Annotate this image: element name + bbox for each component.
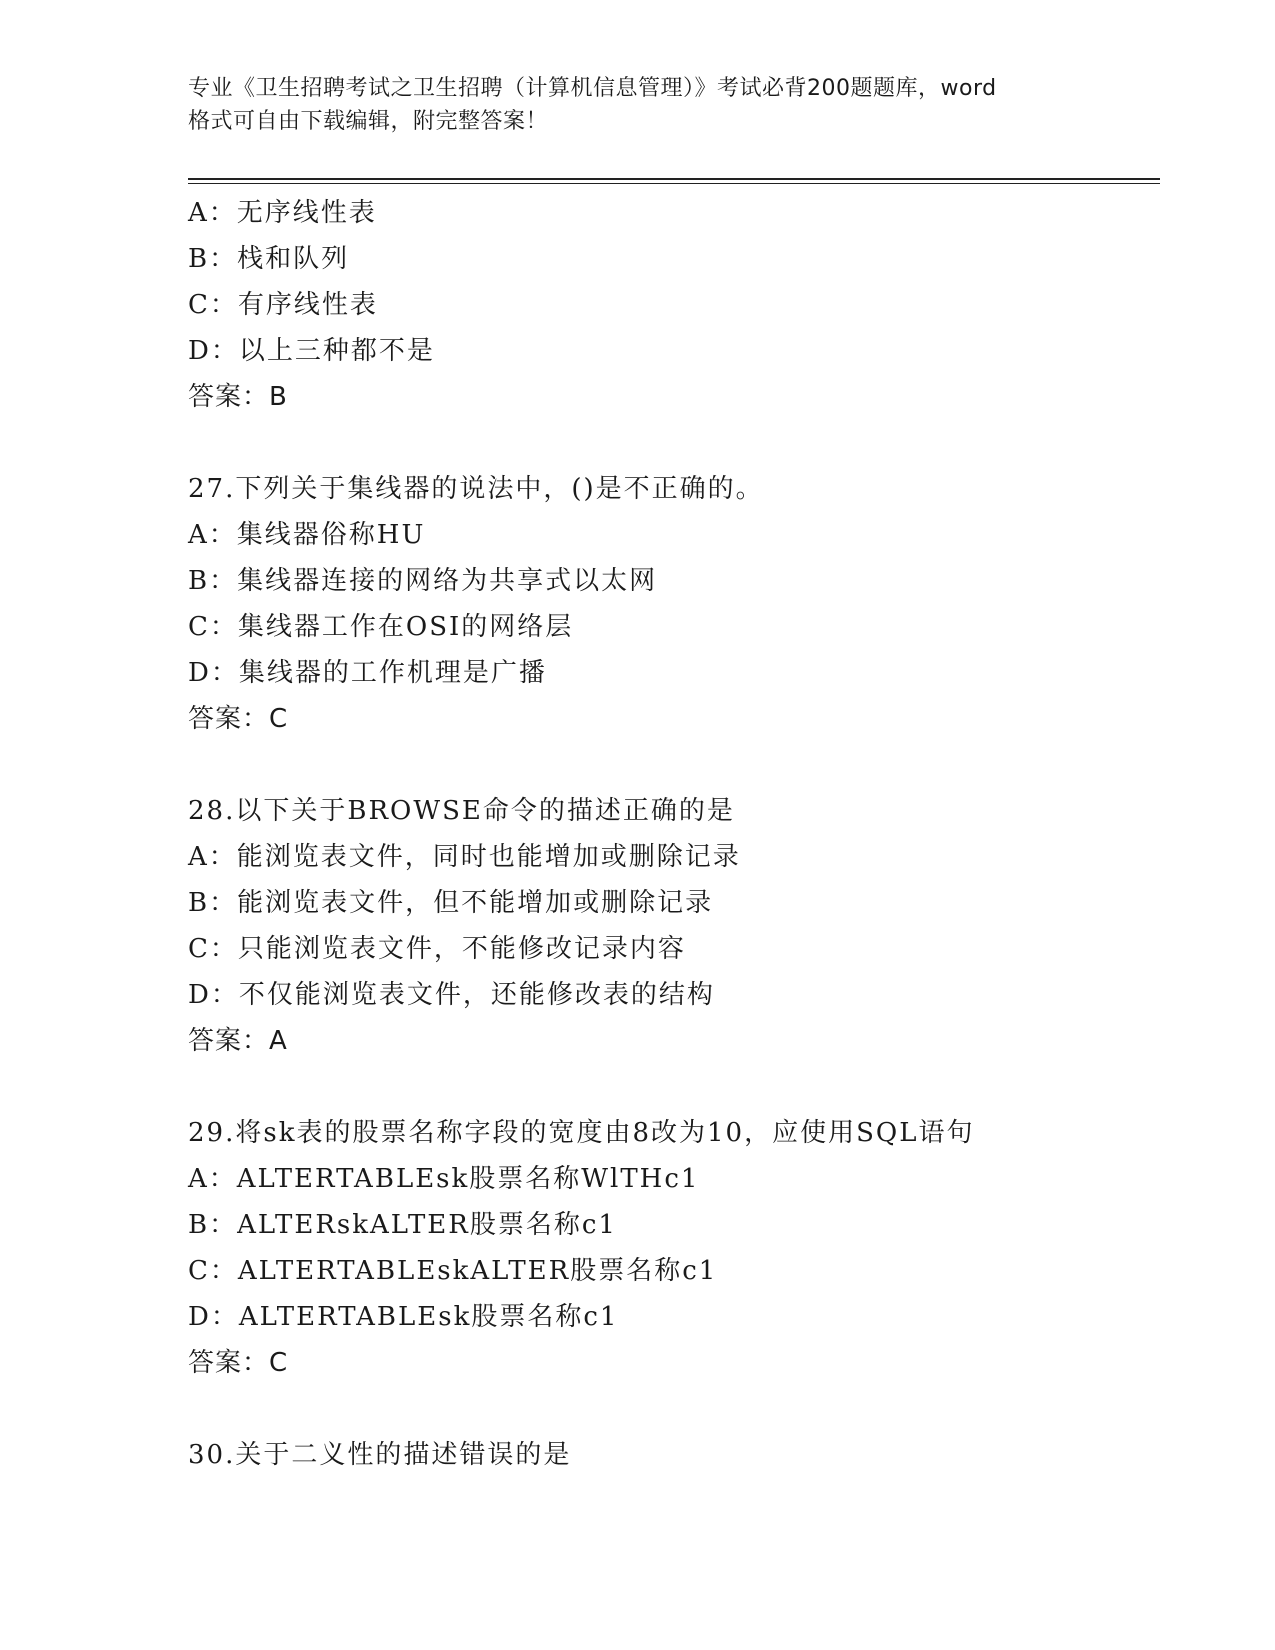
question-text: 30.关于二义性的描述错误的是: [188, 1440, 572, 1470]
question-block-29: [188, 1110, 1160, 1386]
answer-line: 答案：B: [188, 382, 288, 412]
question-list: [188, 190, 1160, 1478]
answer-line: 答案：A: [188, 1026, 288, 1056]
header-title-line-1: 专业《卫生招聘考试之卫生招聘（计算机信息管理）》考试必背200题题库，word: [188, 76, 997, 101]
option-b: B：ALTERskALTER股票名称c1: [188, 1210, 617, 1240]
spacer: [188, 742, 1160, 788]
option-c: C：ALTERTABLEskALTER股票名称c1: [188, 1256, 718, 1286]
option-c: C：集线器工作在OSI的网络层: [188, 612, 574, 642]
question-text: 27.下列关于集线器的说法中，()是不正确的。: [188, 474, 764, 504]
question-text: 29.将sk表的股票名称字段的宽度由8改为10，应使用SQL语句: [188, 1118, 975, 1148]
spacer: [188, 1386, 1160, 1432]
document-header: [188, 72, 1088, 138]
header-divider: [188, 178, 1160, 184]
option-d: D：以上三种都不是: [188, 336, 435, 366]
question-block-27: [188, 466, 1160, 742]
spacer: [188, 1064, 1160, 1110]
option-c: C：有序线性表: [188, 290, 378, 320]
question-block-30: [188, 1432, 1160, 1478]
option-b: B：集线器连接的网络为共享式以太网: [188, 566, 658, 596]
question-block-28: [188, 788, 1160, 1064]
option-d: D：集线器的工作机理是广播: [188, 658, 547, 688]
option-c: C：只能浏览表文件，不能修改记录内容: [188, 934, 686, 964]
option-b: B：能浏览表文件，但不能增加或删除记录: [188, 888, 714, 918]
option-a: A：ALTERTABLEsk股票名称WlTHc1: [188, 1164, 700, 1194]
question-block-26: [188, 190, 1160, 420]
option-d: D：不仅能浏览表文件，还能修改表的结构: [188, 980, 715, 1010]
spacer: [188, 420, 1160, 466]
header-title-line-2: 格式可自由下载编辑，附完整答案！: [188, 109, 549, 134]
option-a: A：能浏览表文件，同时也能增加或删除记录: [188, 842, 741, 872]
option-d: D：ALTERTABLEsk股票名称c1: [188, 1302, 619, 1332]
answer-line: 答案：C: [188, 1348, 289, 1378]
question-text: 28.以下关于BROWSE命令的描述正确的是: [188, 796, 735, 826]
answer-line: 答案：C: [188, 704, 289, 734]
option-b: B：栈和队列: [188, 244, 350, 274]
option-a: A：集线器俗称HU: [188, 520, 426, 550]
option-a: A：无序线性表: [188, 198, 377, 228]
